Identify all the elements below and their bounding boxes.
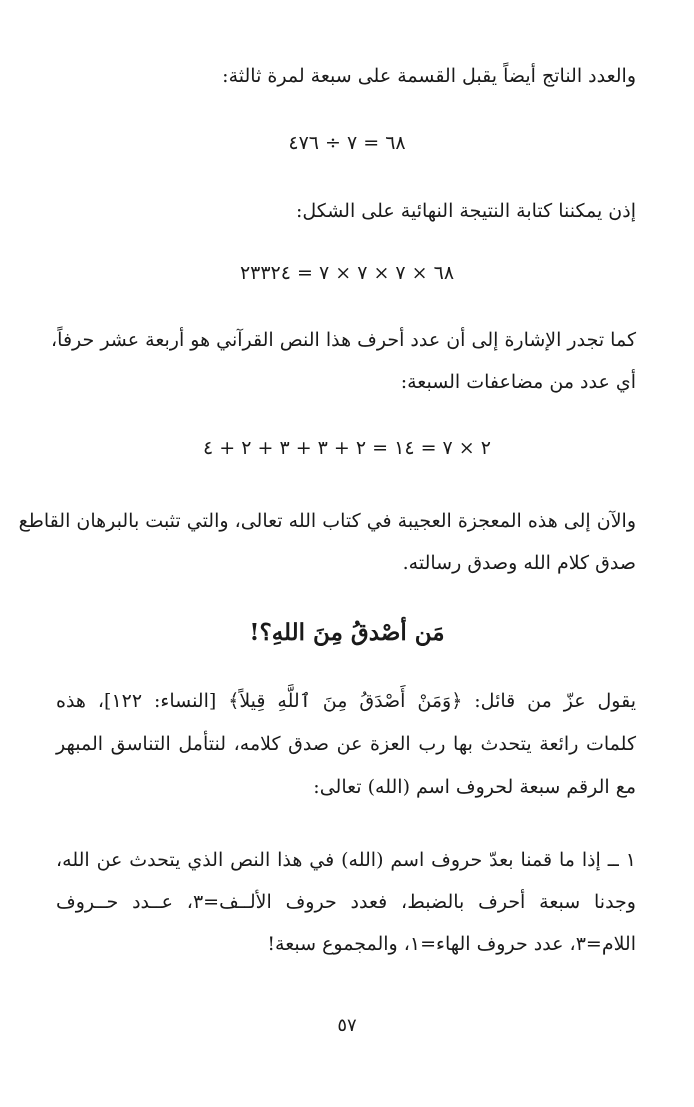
equation-sum: ٢ × ٧ = ١٤ = ٢ + ٣ + ٣ + ٢ + ٤ [203,437,491,459]
equation-product: ٦٨ × ٧ × ٧ × ٧ = ٢٣٣٢٤ [239,262,455,284]
paragraph-4-line-2: صدق كلام الله وصدق رسالته. [402,552,636,574]
paragraph-4-line-1: والآن إلى هذه المعجزة العجيبة في كتاب الله تعالى، والتي تثبت بالبرهان القاطع [18,510,636,532]
paragraph-6-line-2: وجدنا سبعة أحرف بالضبط، فعدد حروف الألــف=٣، عــدد حــروف [56,891,636,913]
paragraph-6-line-3: اللام=٣، عدد حروف الهاء=١، والمجموع سبعة! [267,933,636,955]
paragraph-5-line-1: يقول عزّ من قائل: ﴿وَمَنْ أَصْدَقُ مِنَ ٱللَّهِ قِيلاً﴾ [النساء: ١٢٢]، هذه [56,690,636,712]
equation-division: ٦٨ = ٧ ÷ ٤٧٦ [288,132,406,154]
paragraph-5-line-2: كلمات رائعة يتحدث بها رب العزة عن صدق كلامه، لنتأمل التناسق المبهر [56,733,636,755]
paragraph-2-line-1: إذن يمكننا كتابة النتيجة النهائية على الشكل: [295,200,636,222]
paragraph-3-line-2: أي عدد من مضاعفات السبعة: [400,371,636,393]
paragraph-5-line-3: مع الرقم سبعة لحروف اسم (الله) تعالى: [313,776,636,798]
paragraph-1-line-1: والعدد الناتج أيضاً يقبل القسمة على سبعة لمرة ثالثة: [222,65,636,87]
section-heading: مَن أصْدقُ مِنَ اللهِ؟! [249,619,445,646]
paragraph-3-line-1: كما تجدر الإشارة إلى أن عدد أحرف هذا النص القرآني هو أربعة عشر حرفاً، [51,329,636,351]
page-number: ٥٧ [337,1015,357,1036]
paragraph-6-line-1: ١ ــ إذا ما قمنا بعدّ حروف اسم (الله) في هذا النص الذي يتحدث عن الله، [56,849,636,871]
